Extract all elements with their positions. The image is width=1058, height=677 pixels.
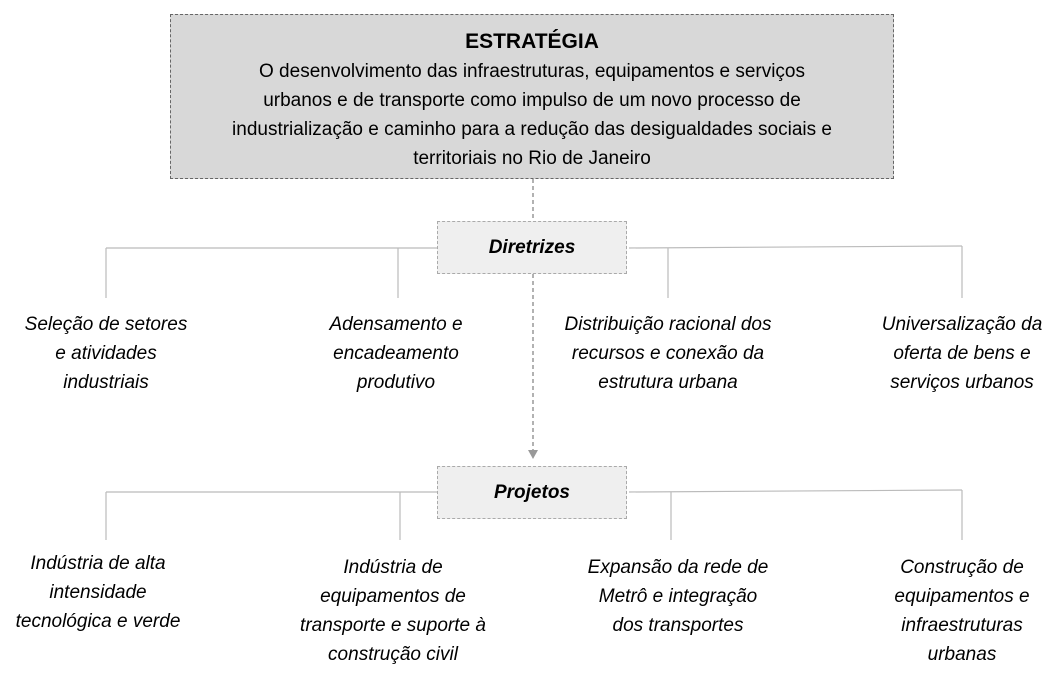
item-line: transporte e suporte à: [300, 615, 486, 636]
diretriz-item: [25, 310, 188, 397]
item-line: Universalização da: [881, 314, 1043, 335]
item-line: equipamentos e: [894, 586, 1030, 607]
item-line: urbanas: [927, 644, 997, 665]
projeto-item: [894, 553, 1029, 669]
item-line: e atividades: [55, 343, 157, 364]
item-line: intensidade: [49, 582, 147, 603]
item-line: Indústria de alta: [30, 553, 166, 574]
diretrizes-right-branch: [629, 246, 962, 248]
strategy-title: ESTRATÉGIA: [465, 30, 599, 53]
item-line: Indústria de: [343, 557, 443, 578]
item-line: tecnológica e verde: [15, 611, 181, 632]
projeto-item: [588, 553, 769, 640]
projetos-right-branch: [629, 490, 962, 492]
item-line: oferta de bens e: [893, 343, 1031, 364]
item-line: infraestruturas: [901, 615, 1023, 636]
item-line: Adensamento e: [329, 314, 463, 335]
strategy-line: urbanos e de transporte como impulso de um novo processo de: [263, 90, 801, 111]
projetos-header: Projetos: [437, 466, 627, 519]
diretrizes-header: Diretrizes: [437, 221, 627, 274]
item-line: Distribuição racional dos: [564, 314, 772, 335]
strategy-box: [170, 14, 894, 179]
arrow-head: [528, 450, 538, 459]
item-line: produtivo: [356, 372, 436, 393]
item-line: serviços urbanos: [890, 372, 1034, 393]
item-line: Seleção de setores: [24, 314, 188, 335]
projeto-item: [16, 549, 181, 636]
item-line: recursos e conexão da: [571, 343, 765, 364]
item-line: Construção de: [900, 557, 1024, 578]
diretriz-item: [329, 310, 462, 397]
item-line: equipamentos de: [320, 586, 466, 607]
item-line: encadeamento: [333, 343, 459, 364]
strategy-description: [189, 57, 875, 173]
projeto-item: [300, 553, 486, 669]
item-line: estrutura urbana: [598, 372, 738, 393]
strategy-line: territoriais no Rio de Janeiro: [413, 148, 651, 169]
item-line: Expansão da rede de: [587, 557, 769, 578]
strategy-line: O desenvolvimento das infraestruturas, equipamentos e serviços: [259, 61, 805, 82]
item-line: dos transportes: [612, 615, 744, 636]
item-line: industriais: [63, 372, 149, 393]
diretriz-item: [565, 310, 772, 397]
item-line: construção civil: [328, 644, 458, 665]
strategy-line: industrialização e caminho para a redução das desigualdades sociais e: [232, 119, 832, 140]
item-line: Metrô e integração: [598, 586, 758, 607]
diretriz-item: [882, 310, 1043, 397]
